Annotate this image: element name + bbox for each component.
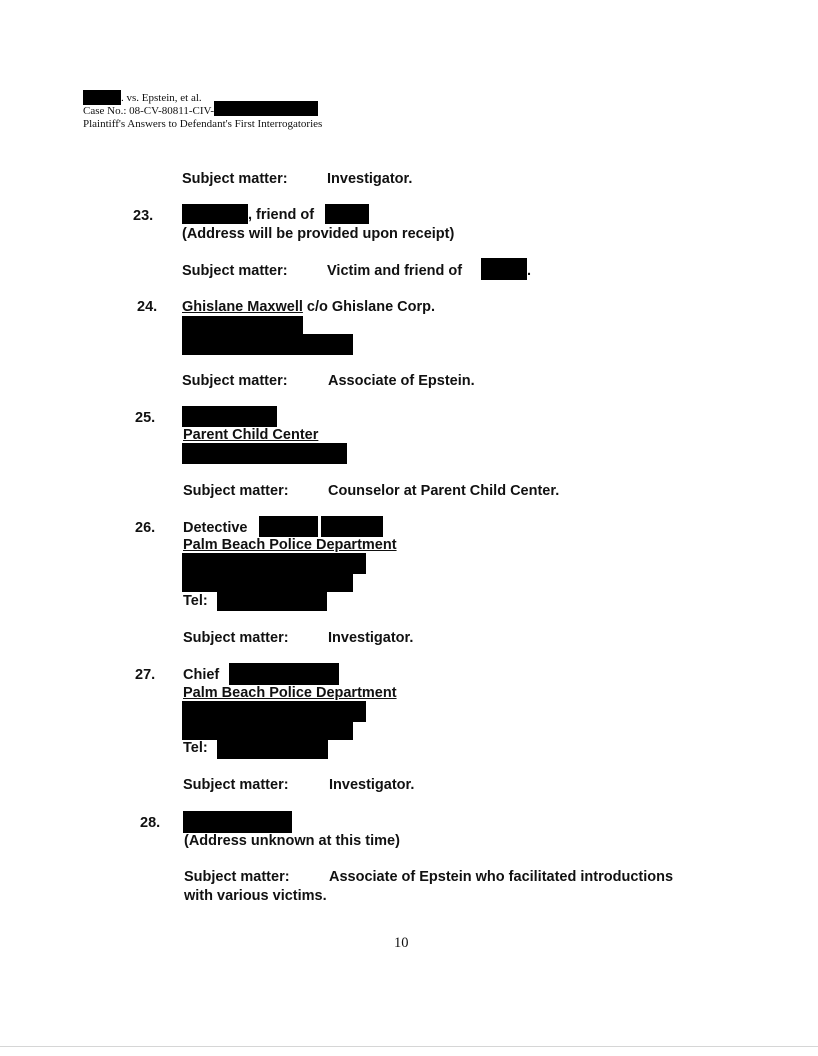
redaction-box <box>182 406 277 427</box>
redaction-box <box>259 516 318 537</box>
entry-number-28: 28. <box>140 815 161 831</box>
subject-matter-value: Victim and friend of <box>327 263 463 279</box>
subject-matter-label: Subject matter: <box>183 630 289 646</box>
redaction-box <box>325 204 369 224</box>
subject-matter-value: Counselor at Parent Child Center. <box>328 483 560 499</box>
redaction-box <box>217 739 328 759</box>
header-case-number: Case No.: 08-CV-80811-CIV- <box>83 105 322 118</box>
subject-matter-value: Associate of Epstein who facilitated introductions <box>329 869 674 885</box>
header-document-title: Plaintiff's Answers to Defendant's First Interrogatories <box>83 118 323 130</box>
subject-matter-label: Subject matter: <box>182 373 288 389</box>
subject-matter-value: Associate of Epstein. <box>328 373 475 389</box>
entry-23-address: (Address will be provided upon receipt) <box>182 226 455 242</box>
subject-matter-label: Subject matter: <box>182 171 288 187</box>
redaction-box <box>182 553 366 574</box>
entry-25-org: Parent Child Center <box>183 427 319 443</box>
redaction-box <box>182 701 366 722</box>
redaction-box <box>182 316 303 334</box>
page-number: 10 <box>394 935 409 951</box>
entry-28-address: (Address unknown at this time) <box>184 833 400 849</box>
subject-matter-value-continued: with various victims. <box>184 888 327 904</box>
entry-number-26: 26. <box>135 520 156 536</box>
redaction-box <box>83 90 121 105</box>
subject-matter-period: . <box>527 263 532 279</box>
subject-matter-label: Subject matter: <box>182 263 288 279</box>
entry-number-23: 23. <box>133 208 154 224</box>
redaction-box <box>214 101 318 116</box>
redaction-box <box>217 592 327 611</box>
entry-24-name: Ghislane Maxwell c/o Ghislane Corp. <box>182 299 436 315</box>
redaction-box <box>182 574 353 592</box>
subject-matter-value: Investigator. <box>327 171 413 187</box>
entry-26-org: Palm Beach Police Department <box>183 537 397 553</box>
entry-26-title: Detective <box>183 520 248 536</box>
entry-23-friend-of: , friend of <box>248 207 315 223</box>
entry-27-title: Chief <box>183 667 220 683</box>
scan-edge-line <box>0 1046 818 1047</box>
redaction-box <box>229 663 339 685</box>
redaction-box <box>182 204 248 224</box>
subject-matter-value: Investigator. <box>328 630 414 646</box>
subject-matter-label: Subject matter: <box>184 869 290 885</box>
entry-26-tel-label: Tel: <box>183 593 208 609</box>
redaction-box <box>183 811 292 833</box>
subject-matter-label: Subject matter: <box>183 483 289 499</box>
document-header <box>83 92 322 131</box>
entry-27-tel-label: Tel: <box>183 740 208 756</box>
redaction-box <box>321 516 383 537</box>
subject-matter-value: Investigator. <box>329 777 415 793</box>
redaction-box <box>182 722 353 740</box>
redaction-box <box>182 443 347 464</box>
entry-27-org: Palm Beach Police Department <box>183 685 397 701</box>
entry-number-27: 27. <box>135 667 156 683</box>
redaction-box <box>481 258 527 280</box>
redaction-box <box>182 334 353 355</box>
entry-number-25: 25. <box>135 410 156 426</box>
subject-matter-label: Subject matter: <box>183 777 289 793</box>
entry-number-24: 24. <box>137 299 158 315</box>
header-case-title: . vs. Epstein, et al. <box>83 92 322 105</box>
